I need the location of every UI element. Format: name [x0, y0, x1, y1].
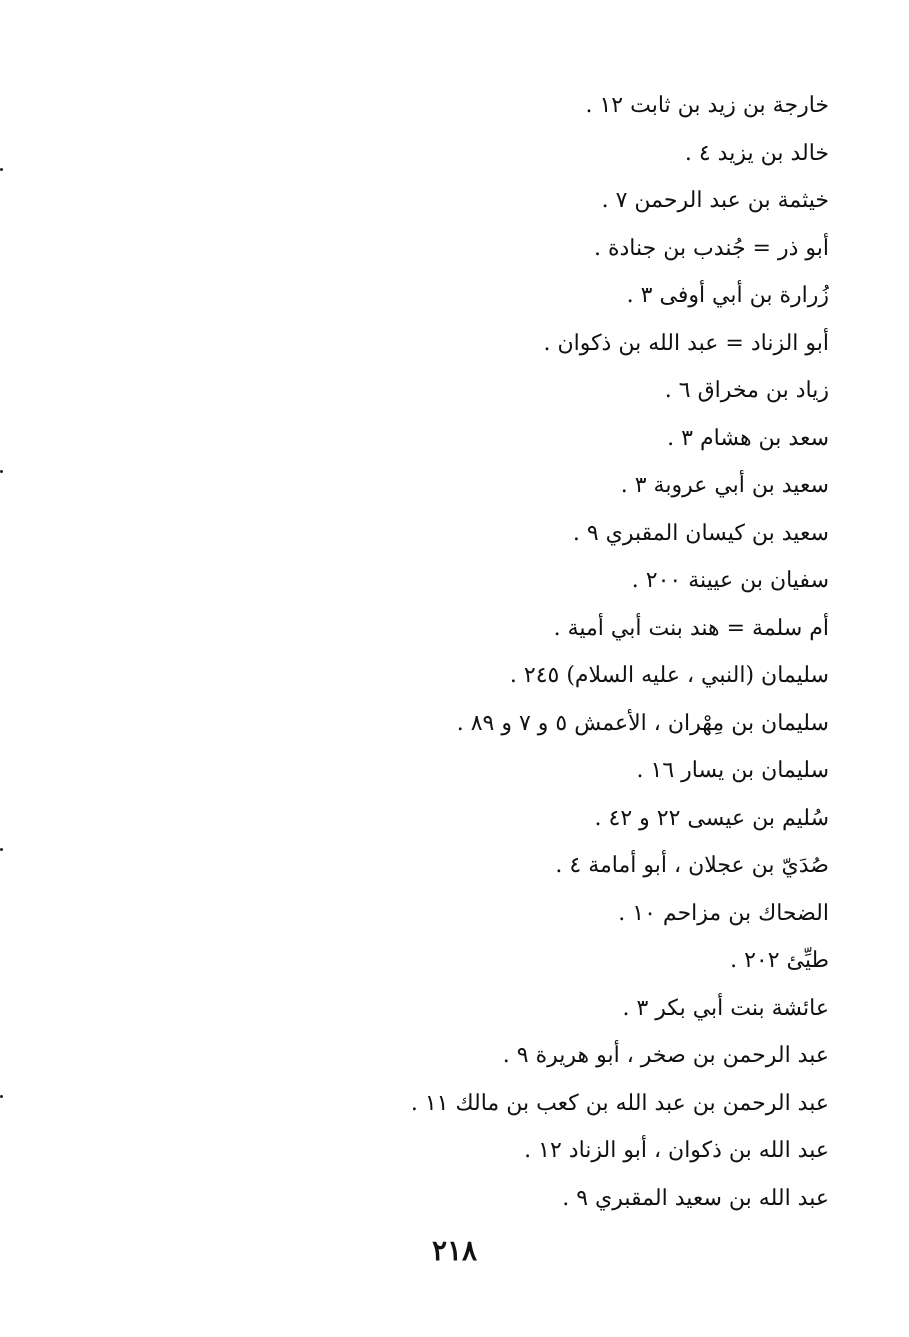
index-entry: عبد الرحمن بن عبد الله بن كعب بن مالك ١١ .: [410, 1090, 829, 1116]
index-entry: سعيد بن أبي عروبة ٣ .: [620, 473, 829, 498]
index-entry: عائشة بنت أبي بكر ٣ .: [622, 995, 829, 1021]
edge-mark: [0, 470, 3, 473]
page-number: ٢١٨: [431, 1234, 478, 1267]
index-entry: خيثمة بن عبد الرحمن ٧ .: [601, 188, 829, 213]
index-entry: سُليم بن عيسى ٢٢ و ٤٢ .: [594, 805, 829, 831]
index-entry: سليمان بن مِهْران ، الأعمش ٥ و ٧ و ٨٩ .: [456, 710, 829, 736]
edge-mark: [0, 1095, 3, 1098]
index-entry: سفيان بن عيينة ٢٠٠ .: [631, 568, 829, 593]
edge-mark: [0, 168, 3, 171]
index-entry: خارجة بن زيد بن ثابت ١٢ .: [585, 93, 829, 118]
index-entry: سليمان بن يسار ١٦ .: [636, 758, 829, 783]
index-entry: أبو ذر = جُندب بن جنادة .: [593, 235, 829, 261]
index-entry: زياد بن مخراق ٦ .: [664, 378, 829, 403]
edge-mark: [0, 848, 3, 851]
index-entry: الضحاك بن مزاحم ١٠ .: [618, 900, 829, 926]
index-entry: سليمان (النبي ، عليه السلام) ٢٤٥ .: [509, 663, 829, 688]
index-entry: عبد الله بن ذكوان ، أبو الزناد ١٢ .: [524, 1138, 829, 1163]
index-entry: عبد الرحمن بن صخر ، أبو هريرة ٩ .: [502, 1043, 829, 1068]
index-entry: زُرارة بن أبي أوفى ٣ .: [626, 283, 829, 308]
index-entry: صُدَيّ بن عجلان ، أبو أمامة ٤ .: [555, 853, 829, 878]
index-entry: طيِّئ ٢٠٢ .: [730, 948, 829, 973]
index-entry: خالد بن يزيد ٤ .: [684, 140, 829, 166]
index-entry: أبو الزناد = عبد الله بن ذكوان .: [543, 330, 829, 356]
index-entry: سعد بن هشام ٣ .: [667, 425, 829, 451]
index-entry: سعيد بن كيسان المقبري ٩ .: [572, 520, 829, 546]
index-entry: عبد الله بن سعيد المقبري ٩ .: [562, 1185, 829, 1211]
index-entry-list: [309, 82, 829, 1222]
index-entry: أم سلمة = هند بنت أبي أمية .: [553, 615, 829, 641]
